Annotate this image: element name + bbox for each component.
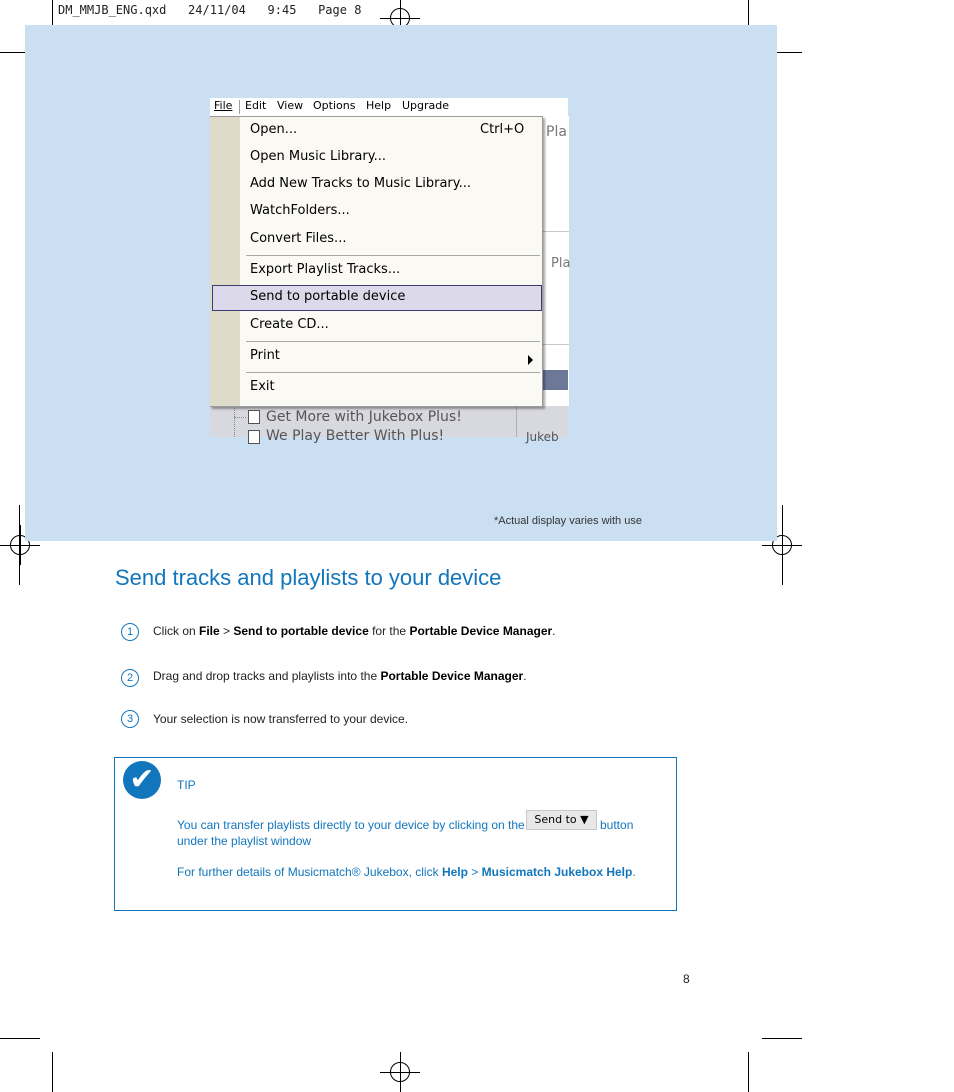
menu-item-convert-files[interactable]: Convert Files... [250, 231, 347, 246]
document-icon [248, 410, 260, 424]
page-title: Send tracks and playlists to your device [115, 565, 502, 590]
step-text: Drag and drop tracks and playlists into the Portable Device Manager. [153, 669, 527, 683]
printer-slug: DM_MMJB_ENG.qxd 24/11/04 9:45 Page 8 [58, 3, 362, 17]
playlist-label: Pla [546, 124, 567, 140]
step-number: 2 [121, 669, 139, 687]
step-text: Your selection is now transferred to your device. [153, 712, 409, 726]
crop-mark [19, 505, 20, 585]
tip-label: TIP [177, 778, 196, 792]
playlist-label: Pla [551, 256, 571, 271]
menu-item-send-to-portable-device[interactable]: Send to portable device [250, 289, 406, 304]
step-number: 3 [121, 710, 139, 728]
send-to-button: Send to ▼ [526, 810, 597, 830]
playlist-panel [540, 116, 569, 406]
checkmark-icon: ✔ [123, 761, 161, 799]
page-number: 8 [683, 972, 690, 986]
menu-view[interactable]: View [277, 99, 304, 112]
menu-item-exit[interactable]: Exit [250, 379, 275, 394]
menu-help[interactable]: Help [366, 99, 392, 112]
menu-edit[interactable]: Edit [245, 99, 267, 112]
menu-item-open-music-library[interactable]: Open Music Library... [250, 149, 386, 164]
column-header: Jukeb [526, 430, 559, 444]
menu-item-print[interactable]: Print [250, 348, 280, 363]
menu-item-export-playlist-tracks[interactable]: Export Playlist Tracks... [250, 262, 401, 277]
menu-file[interactable]: File [214, 99, 233, 112]
menu-item-watch-folders[interactable]: WatchFolders... [250, 203, 350, 218]
library-list [210, 406, 568, 444]
screenshot-caption: *Actual display varies with use [494, 515, 642, 527]
list-item[interactable]: We Play Better With Plus! [266, 428, 445, 444]
menu-item-add-new-tracks[interactable]: Add New Tracks to Music Library... [250, 176, 472, 191]
tip-text: For further details of Musicmatch® Jukebox, click Help > Musicmatch Jukebox Help. [177, 865, 636, 879]
app-screenshot [210, 98, 571, 444]
menu-bar [210, 98, 568, 116]
list-item[interactable]: Get More with Jukebox Plus! [266, 409, 462, 425]
crop-mark [782, 505, 783, 585]
crop-mark [762, 1038, 802, 1039]
tip-text: You can transfer playlists directly to your device by clicking on the [177, 818, 525, 832]
menu-shortcut: Ctrl+O [480, 122, 525, 137]
step-number: 1 [121, 623, 139, 641]
submenu-arrow-icon [528, 355, 533, 365]
file-menu [210, 116, 543, 407]
menu-item-create-cd[interactable]: Create CD... [250, 317, 329, 332]
menu-upgrade[interactable]: Upgrade [402, 99, 450, 112]
tip-text: button [600, 818, 634, 832]
crop-mark [748, 1052, 749, 1092]
document-icon [248, 430, 260, 444]
step-text: Click on File > Send to portable device for the Portable Device Manager. [153, 624, 556, 638]
panel-header [540, 370, 568, 390]
tip-text: under the playlist window [177, 834, 312, 848]
menu-item-open[interactable]: Open... [250, 122, 298, 137]
crop-mark [0, 1038, 40, 1039]
menu-options[interactable]: Options [313, 99, 356, 112]
crop-mark [52, 1052, 53, 1092]
registration-mark-icon [380, 1052, 420, 1092]
